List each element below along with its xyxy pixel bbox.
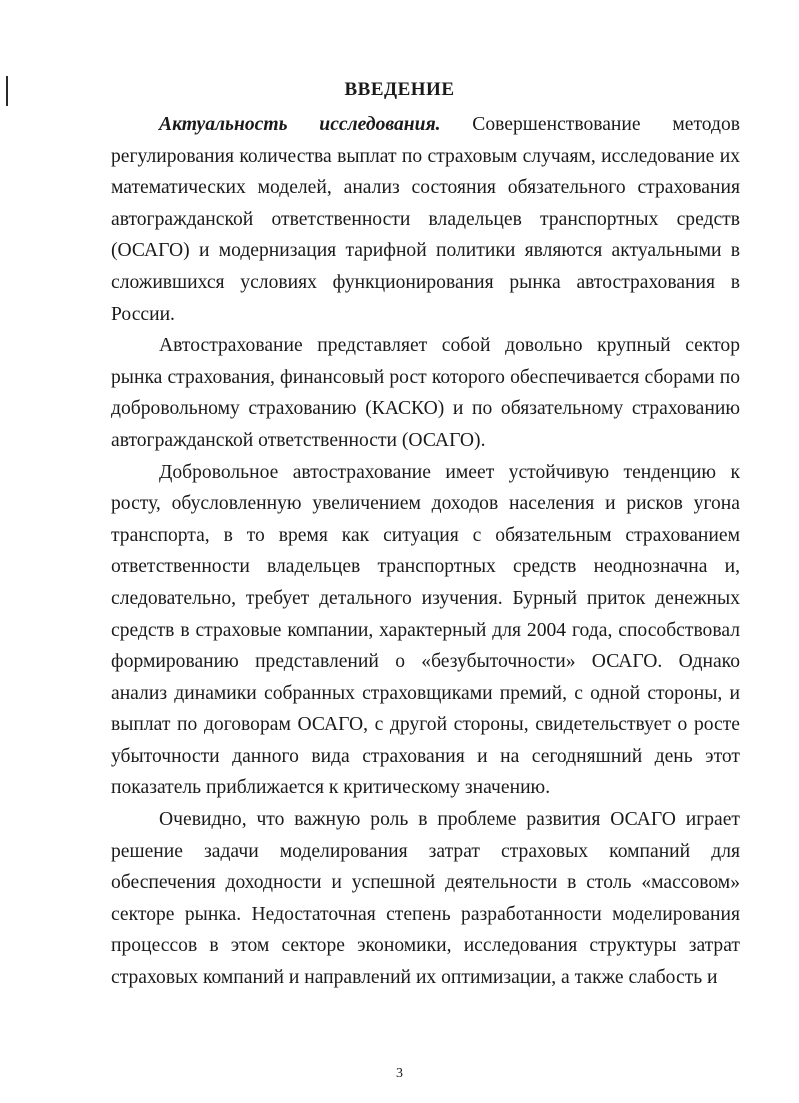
paragraph-3: Добровольное автострахование имеет устойчивую тенденцию к росту, обусловленную увеличением доходов населения и рисков угона транспорта, в то время как ситуация с обязательным страхованием ответственности владельцев транспортных средств неоднозначна и, следовательно, требует детального изучения. Бурный приток денежных средств в страховые компании, характерный для 2004 года, способствовал формированию представлений о «безубыточности» ОСАГО. Однако анализ динамики собранных страховщиками премий, с одной стороны, и выплат по договорам ОСАГО, с другой стороны, свидетельствует о росте убыточности данного вида страхования и на сегодняшний день этот показатель приближается к критическому значению. [111, 461, 740, 799]
paragraph-1 [111, 109, 740, 330]
paragraph-lead: Актуальность исследования. [159, 114, 441, 135]
body-text [111, 109, 740, 994]
paragraph-4: Очевидно, что важную роль в проблеме развития ОСАГО играет решение задачи моделирования затрат страховых компаний для обеспечения доходности и успешной деятельности в столь «массовом» секторе рынка. Недостаточная степень разработанности моделирования процессов в этом секторе экономики, исследования структуры затрат страховых компаний и направлений их оптимизации, а также слабость и [111, 809, 740, 989]
paragraph-1-text: Совершенствование методов регулирования количества выплат по страховым случаям, исследование их математических моделей, анализ состояния обязательного страхования автогражданской ответственности владельцев транспортных средств (ОСАГО) и модернизация тарифной политики являются актуальными в сложившихся условиях функционирования рынка автострахования в России. [111, 114, 740, 325]
page-title: ВВЕДЕНИЕ [344, 79, 455, 100]
paragraph-2: Автострахование представляет собой довольно крупный сектор рынка страхования, финансовый рост которого обеспечивается сборами по добровольному страхованию (КАСКО) и по обязательному страхованию автогражданской ответственности (ОСАГО). [111, 335, 740, 451]
page-number: 3 [396, 1066, 403, 1081]
